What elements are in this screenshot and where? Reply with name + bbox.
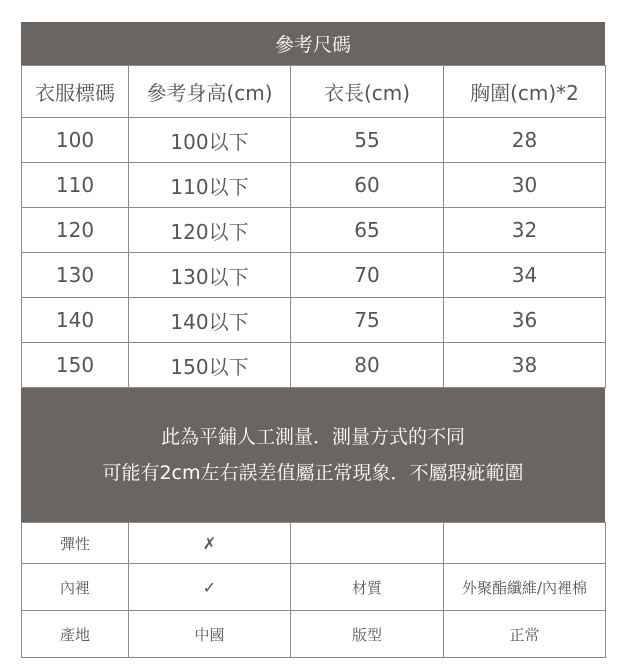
chest-cell: 32 <box>444 208 606 253</box>
chest-cell: 38 <box>444 343 606 388</box>
table-row <box>22 343 606 388</box>
col-height: 參考身高(cm) <box>129 66 291 118</box>
material-label: 材質 <box>291 564 444 611</box>
table-row <box>22 163 606 208</box>
size-cell: 130 <box>22 253 129 298</box>
table-row <box>22 298 606 343</box>
size-cell: 150 <box>22 343 129 388</box>
length-cell: 75 <box>291 298 444 343</box>
col-chest: 胸圍(cm)*2 <box>444 66 606 118</box>
fit-label: 版型 <box>291 611 444 658</box>
height-cell: 120以下 <box>129 208 291 253</box>
check-mark-icon: ✓ <box>202 577 217 597</box>
col-length: 衣長(cm) <box>291 66 444 118</box>
height-cell: 140以下 <box>129 298 291 343</box>
cross-mark-icon: ✗ <box>202 533 217 553</box>
height-cell: 150以下 <box>129 343 291 388</box>
length-cell: 60 <box>291 163 444 208</box>
lining-label: 內裡 <box>22 564 129 611</box>
length-cell: 55 <box>291 118 444 163</box>
table-row <box>22 118 606 163</box>
chest-cell: 34 <box>444 253 606 298</box>
attribute-row <box>22 611 606 658</box>
table-row <box>22 253 606 298</box>
chest-cell: 30 <box>444 163 606 208</box>
note-line-1: 此為平鋪人工測量．測量方式的不同 <box>160 426 465 448</box>
elasticity-value <box>129 523 291 564</box>
empty-cell <box>291 523 444 564</box>
origin-value: 中國 <box>129 611 291 658</box>
chest-cell: 28 <box>444 118 606 163</box>
origin-label: 產地 <box>22 611 129 658</box>
size-cell: 110 <box>22 163 129 208</box>
header-row <box>22 66 606 118</box>
length-cell: 80 <box>291 343 444 388</box>
empty-cell <box>444 523 606 564</box>
col-size-label: 衣服標碼 <box>22 66 129 118</box>
size-cell: 120 <box>22 208 129 253</box>
size-cell: 140 <box>22 298 129 343</box>
length-cell: 70 <box>291 253 444 298</box>
length-cell: 65 <box>291 208 444 253</box>
size-chart <box>21 22 605 658</box>
height-cell: 110以下 <box>129 163 291 208</box>
height-cell: 130以下 <box>129 253 291 298</box>
attribute-row <box>22 523 606 564</box>
note-line-2: 可能有2cm左右誤差值屬正常現象．不屬瑕疵範圍 <box>102 462 524 484</box>
lining-value <box>129 564 291 611</box>
size-table <box>21 65 606 388</box>
size-cell: 100 <box>22 118 129 163</box>
height-cell: 100以下 <box>129 118 291 163</box>
fit-value: 正常 <box>444 611 606 658</box>
table-row <box>22 208 606 253</box>
attribute-row <box>22 564 606 611</box>
attribute-table <box>21 522 606 658</box>
measurement-note <box>21 388 605 522</box>
material-value: 外聚酯纖維/內裡棉 <box>444 564 606 611</box>
chart-title: 參考尺碼 <box>21 22 605 65</box>
elasticity-label: 彈性 <box>22 523 129 564</box>
chest-cell: 36 <box>444 298 606 343</box>
